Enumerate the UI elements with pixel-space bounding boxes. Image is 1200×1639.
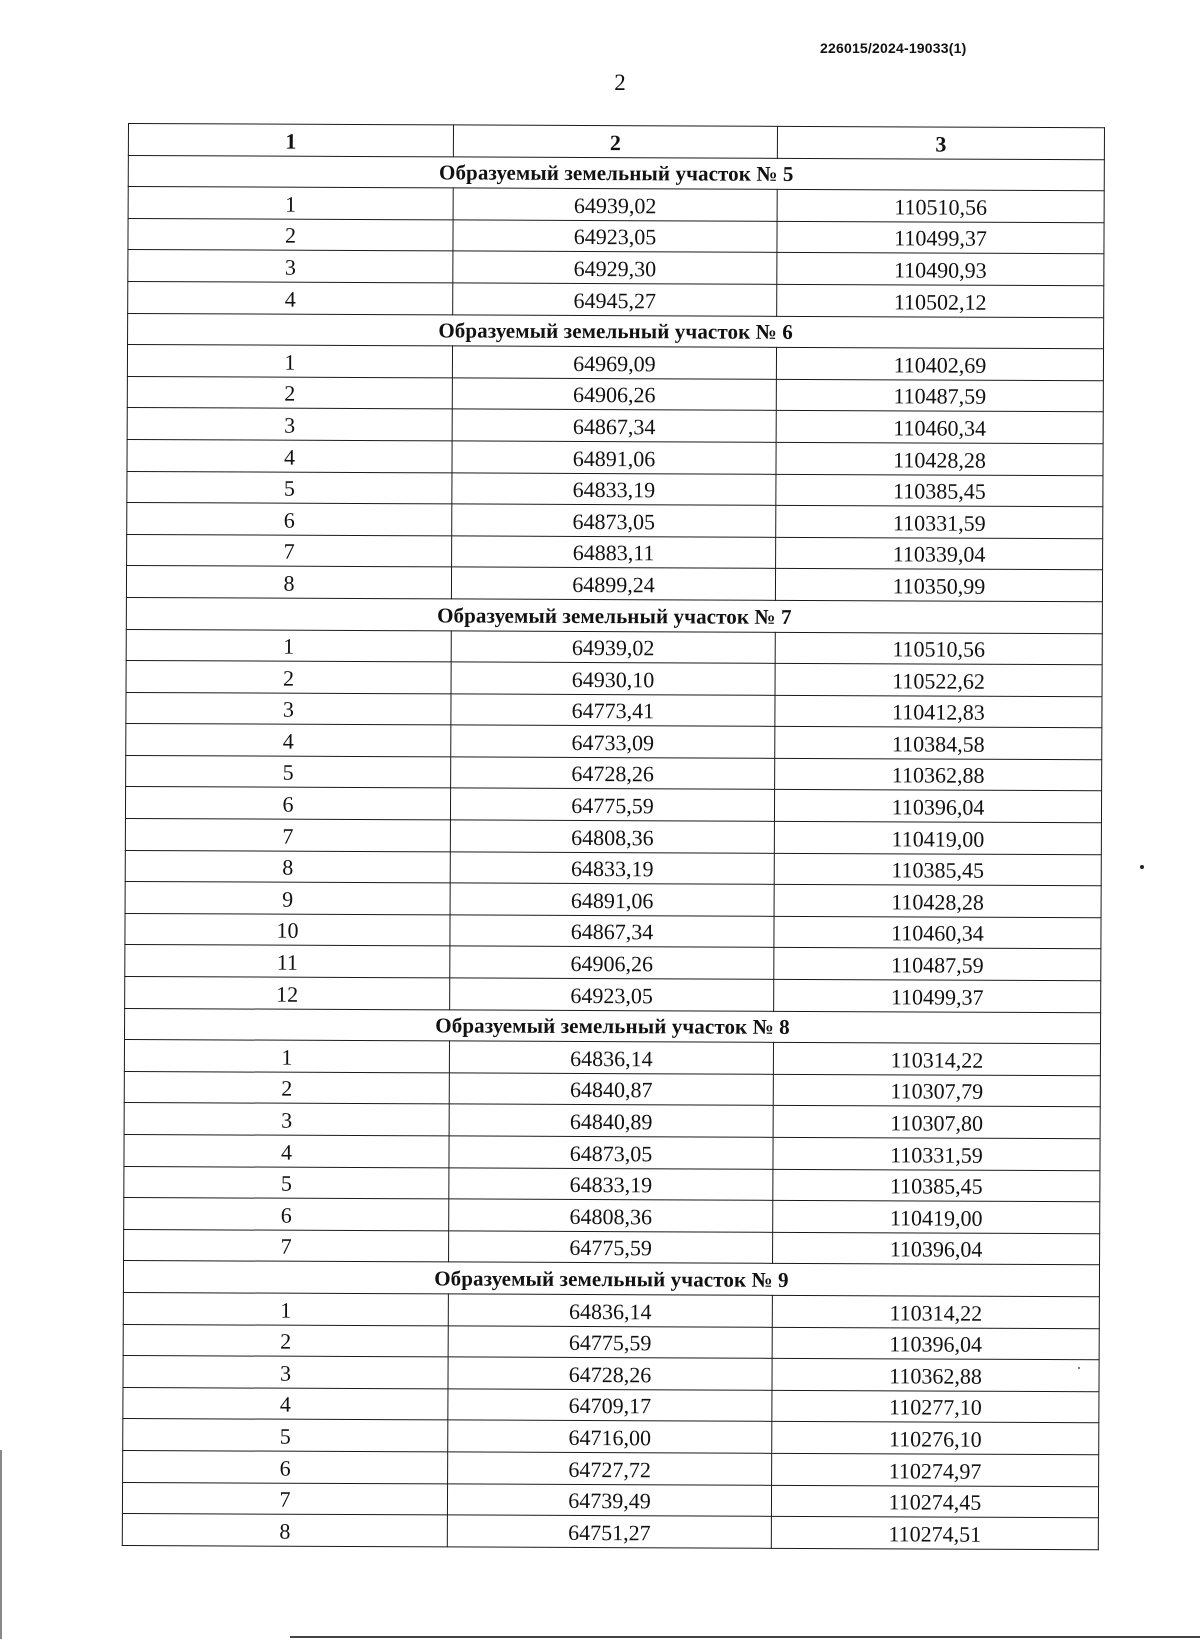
y-coordinate-cell: 110499,37 <box>777 221 1104 254</box>
table-row <box>127 345 1103 381</box>
x-coordinate-cell: 64775,59 <box>450 788 774 821</box>
table-row <box>126 692 1102 728</box>
table-row <box>122 1514 1098 1550</box>
x-coordinate-cell: 64709,17 <box>448 1389 772 1422</box>
coordinates-table-wrapper <box>122 123 1104 1550</box>
section-title: Образуемый земельный участок № 8 <box>125 1008 1101 1044</box>
y-coordinate-cell: 110350,99 <box>775 569 1102 602</box>
x-coordinate-cell: 64945,27 <box>453 283 777 316</box>
table-row <box>126 566 1102 602</box>
scan-speck <box>1140 865 1144 869</box>
scan-speck-small <box>1078 1367 1080 1369</box>
point-number-cell: 7 <box>124 1229 449 1262</box>
x-coordinate-cell: 64840,89 <box>449 1104 773 1137</box>
x-coordinate-cell: 64833,19 <box>450 852 774 885</box>
x-coordinate-cell: 64873,05 <box>452 504 776 537</box>
x-coordinate-cell: 64923,05 <box>453 220 777 253</box>
y-coordinate-cell: 110396,04 <box>773 1232 1100 1265</box>
table-row <box>126 629 1102 665</box>
section-title: Образуемый земельный участок № 7 <box>126 597 1102 633</box>
y-coordinate-cell: 110277,10 <box>772 1390 1099 1423</box>
point-number-cell: 2 <box>126 661 451 694</box>
x-coordinate-cell: 64891,06 <box>452 441 776 474</box>
point-number-cell: 10 <box>125 913 450 946</box>
section-title: Образуемый земельный участок № 6 <box>128 313 1104 349</box>
point-number-cell: 4 <box>127 439 452 472</box>
y-coordinate-cell: 110510,56 <box>777 190 1104 223</box>
scan-left-edge <box>0 1450 2 1639</box>
y-coordinate-cell: 110487,59 <box>776 379 1103 412</box>
y-coordinate-cell: 110314,22 <box>772 1295 1099 1328</box>
point-number-cell: 3 <box>127 408 452 441</box>
section-row <box>125 1008 1101 1044</box>
point-number-cell: 4 <box>128 281 453 314</box>
point-number-cell: 12 <box>125 977 450 1010</box>
table-row <box>123 1356 1099 1392</box>
point-number-cell: 1 <box>123 1292 448 1325</box>
x-coordinate-cell: 64906,26 <box>450 946 774 979</box>
y-coordinate-cell: 110384,58 <box>775 727 1102 760</box>
x-coordinate-cell: 64775,59 <box>449 1231 773 1264</box>
table-row <box>127 534 1103 570</box>
x-coordinate-cell: 64775,59 <box>448 1325 772 1358</box>
point-number-cell: 1 <box>124 1040 449 1073</box>
header-row <box>128 124 1104 160</box>
x-coordinate-cell: 64906,26 <box>452 378 776 411</box>
table-row <box>127 471 1103 507</box>
y-coordinate-cell: 110385,45 <box>776 474 1103 507</box>
table-row <box>122 1482 1098 1518</box>
y-coordinate-cell: 110362,88 <box>775 758 1102 791</box>
point-number-cell: 6 <box>125 787 450 820</box>
point-number-cell: 2 <box>124 1071 449 1104</box>
x-coordinate-cell: 64923,05 <box>450 978 774 1011</box>
y-coordinate-cell: 110331,59 <box>776 505 1103 538</box>
page-number: 2 <box>614 70 626 95</box>
y-coordinate-cell: 110412,83 <box>775 695 1102 728</box>
y-coordinate-cell: 110274,51 <box>771 1516 1098 1549</box>
y-coordinate-cell: 110419,00 <box>773 1201 1100 1234</box>
point-number-cell: 1 <box>127 345 452 378</box>
point-number-cell: 5 <box>127 471 452 504</box>
x-coordinate-cell: 64969,09 <box>452 346 776 379</box>
y-coordinate-cell: 110487,59 <box>774 948 1101 981</box>
y-coordinate-cell: 110274,45 <box>771 1485 1098 1518</box>
table-row <box>126 661 1102 697</box>
table-row <box>125 882 1101 918</box>
x-coordinate-cell: 64833,19 <box>449 1168 773 1201</box>
point-number-cell: 4 <box>123 1387 448 1420</box>
point-number-cell: 9 <box>125 882 450 915</box>
point-number-cell: 4 <box>126 724 451 757</box>
table-row <box>124 1166 1100 1202</box>
table-row <box>124 1229 1100 1265</box>
x-coordinate-cell: 64739,49 <box>447 1483 771 1516</box>
point-number-cell: 1 <box>126 629 451 662</box>
table-row <box>125 977 1101 1013</box>
point-number-cell: 8 <box>126 566 451 599</box>
table-row <box>127 503 1103 539</box>
x-coordinate-cell: 64773,41 <box>451 694 775 727</box>
y-coordinate-cell: 110331,59 <box>773 1137 1100 1170</box>
table-row <box>124 1198 1100 1234</box>
point-number-cell: 8 <box>125 850 450 883</box>
point-number-cell: 7 <box>125 819 450 852</box>
y-coordinate-cell: 110510,56 <box>775 632 1102 665</box>
table-row <box>127 408 1103 444</box>
y-coordinate-cell: 110276,10 <box>772 1422 1099 1455</box>
point-number-cell: 4 <box>124 1134 449 1167</box>
table-row <box>125 945 1101 981</box>
x-coordinate-cell: 64930,10 <box>451 662 775 695</box>
section-row <box>126 597 1102 633</box>
column-header-2: 2 <box>453 125 777 158</box>
y-coordinate-cell: 110460,34 <box>774 916 1101 949</box>
y-coordinate-cell: 110396,04 <box>774 790 1101 823</box>
x-coordinate-cell: 64899,24 <box>451 567 775 600</box>
table-row <box>125 819 1101 855</box>
table-row <box>128 281 1104 317</box>
x-coordinate-cell: 64716,00 <box>448 1420 772 1453</box>
column-header-1: 1 <box>128 124 453 157</box>
y-coordinate-cell: 110460,34 <box>776 411 1103 444</box>
point-number-cell: 5 <box>126 755 451 788</box>
point-number-cell: 6 <box>127 503 452 536</box>
y-coordinate-cell: 110402,69 <box>776 347 1103 380</box>
y-coordinate-cell: 110307,79 <box>773 1074 1100 1107</box>
point-number-cell: 5 <box>124 1166 449 1199</box>
coordinates-table <box>122 123 1105 1550</box>
table-row <box>123 1324 1099 1360</box>
point-number-cell: 2 <box>123 1324 448 1357</box>
x-coordinate-cell: 64733,09 <box>451 725 775 758</box>
point-number-cell: 6 <box>123 1450 448 1483</box>
y-coordinate-cell: 110428,28 <box>776 442 1103 475</box>
table-body <box>122 155 1104 1549</box>
section-title: Образуемый земельный участок № 5 <box>128 155 1104 191</box>
x-coordinate-cell: 64751,27 <box>447 1515 771 1548</box>
point-number-cell: 3 <box>124 1103 449 1136</box>
x-coordinate-cell: 64727,72 <box>448 1452 772 1485</box>
point-number-cell: 3 <box>128 250 453 283</box>
y-coordinate-cell: 110362,88 <box>772 1358 1099 1391</box>
table-row <box>127 376 1103 412</box>
x-coordinate-cell: 64836,14 <box>448 1294 772 1327</box>
x-coordinate-cell: 64883,11 <box>452 536 776 569</box>
point-number-cell: 6 <box>124 1198 449 1231</box>
y-coordinate-cell: 110419,00 <box>774 821 1101 854</box>
x-coordinate-cell: 64867,34 <box>452 409 776 442</box>
x-coordinate-cell: 64728,26 <box>451 757 775 790</box>
table-row <box>128 250 1104 286</box>
y-coordinate-cell: 110428,28 <box>774 885 1101 918</box>
point-number-cell: 3 <box>123 1356 448 1389</box>
table-row <box>123 1450 1099 1486</box>
table-row <box>125 913 1101 949</box>
table-row <box>123 1292 1099 1328</box>
y-coordinate-cell: 110490,93 <box>777 253 1104 286</box>
point-number-cell: 2 <box>127 376 452 409</box>
point-number-cell: 2 <box>128 218 453 251</box>
table-row <box>127 439 1103 475</box>
x-coordinate-cell: 64808,36 <box>449 1199 773 1232</box>
y-coordinate-cell: 110314,22 <box>773 1043 1100 1076</box>
column-header-3: 3 <box>777 126 1104 159</box>
point-number-cell: 1 <box>128 187 453 220</box>
table-row <box>124 1134 1100 1170</box>
y-coordinate-cell: 110339,04 <box>776 537 1103 570</box>
table-row <box>124 1040 1100 1076</box>
x-coordinate-cell: 64728,26 <box>448 1357 772 1390</box>
section-row <box>128 313 1104 349</box>
x-coordinate-cell: 64891,06 <box>450 883 774 916</box>
table-row <box>124 1071 1100 1107</box>
x-coordinate-cell: 64836,14 <box>449 1041 773 1074</box>
section-row <box>128 155 1104 191</box>
table-row <box>128 218 1104 254</box>
y-coordinate-cell: 110522,62 <box>775 663 1102 696</box>
x-coordinate-cell: 64939,02 <box>453 188 777 221</box>
point-number-cell: 3 <box>126 692 451 725</box>
y-coordinate-cell: 110502,12 <box>777 284 1104 317</box>
section-title: Образуемый земельный участок № 9 <box>123 1261 1099 1297</box>
table-row <box>125 850 1101 886</box>
document-number: 226015/2024-19033(1) <box>820 40 967 56</box>
y-coordinate-cell: 110385,45 <box>773 1169 1100 1202</box>
point-number-cell: 7 <box>127 534 452 567</box>
x-coordinate-cell: 64939,02 <box>451 630 775 663</box>
y-coordinate-cell: 110385,45 <box>774 853 1101 886</box>
x-coordinate-cell: 64840,87 <box>449 1073 773 1106</box>
y-coordinate-cell: 110307,80 <box>773 1106 1100 1139</box>
table-row <box>126 755 1102 791</box>
x-coordinate-cell: 64929,30 <box>453 251 777 284</box>
x-coordinate-cell: 64833,19 <box>452 472 776 505</box>
point-number-cell: 5 <box>123 1419 448 1452</box>
table-row <box>124 1103 1100 1139</box>
x-coordinate-cell: 64873,05 <box>449 1136 773 1169</box>
section-row <box>123 1261 1099 1297</box>
table-row <box>125 787 1101 823</box>
table-row <box>123 1419 1099 1455</box>
y-coordinate-cell: 110396,04 <box>772 1327 1099 1360</box>
y-coordinate-cell: 110499,37 <box>774 979 1101 1012</box>
table-row <box>128 187 1104 223</box>
table-row <box>123 1387 1099 1423</box>
point-number-cell: 7 <box>122 1482 447 1515</box>
y-coordinate-cell: 110274,97 <box>772 1453 1099 1486</box>
x-coordinate-cell: 64808,36 <box>450 820 774 853</box>
point-number-cell: 11 <box>125 945 450 978</box>
point-number-cell: 8 <box>122 1514 447 1547</box>
x-coordinate-cell: 64867,34 <box>450 915 774 948</box>
table-row <box>126 724 1102 760</box>
scan-bottom-edge <box>290 1636 1200 1638</box>
